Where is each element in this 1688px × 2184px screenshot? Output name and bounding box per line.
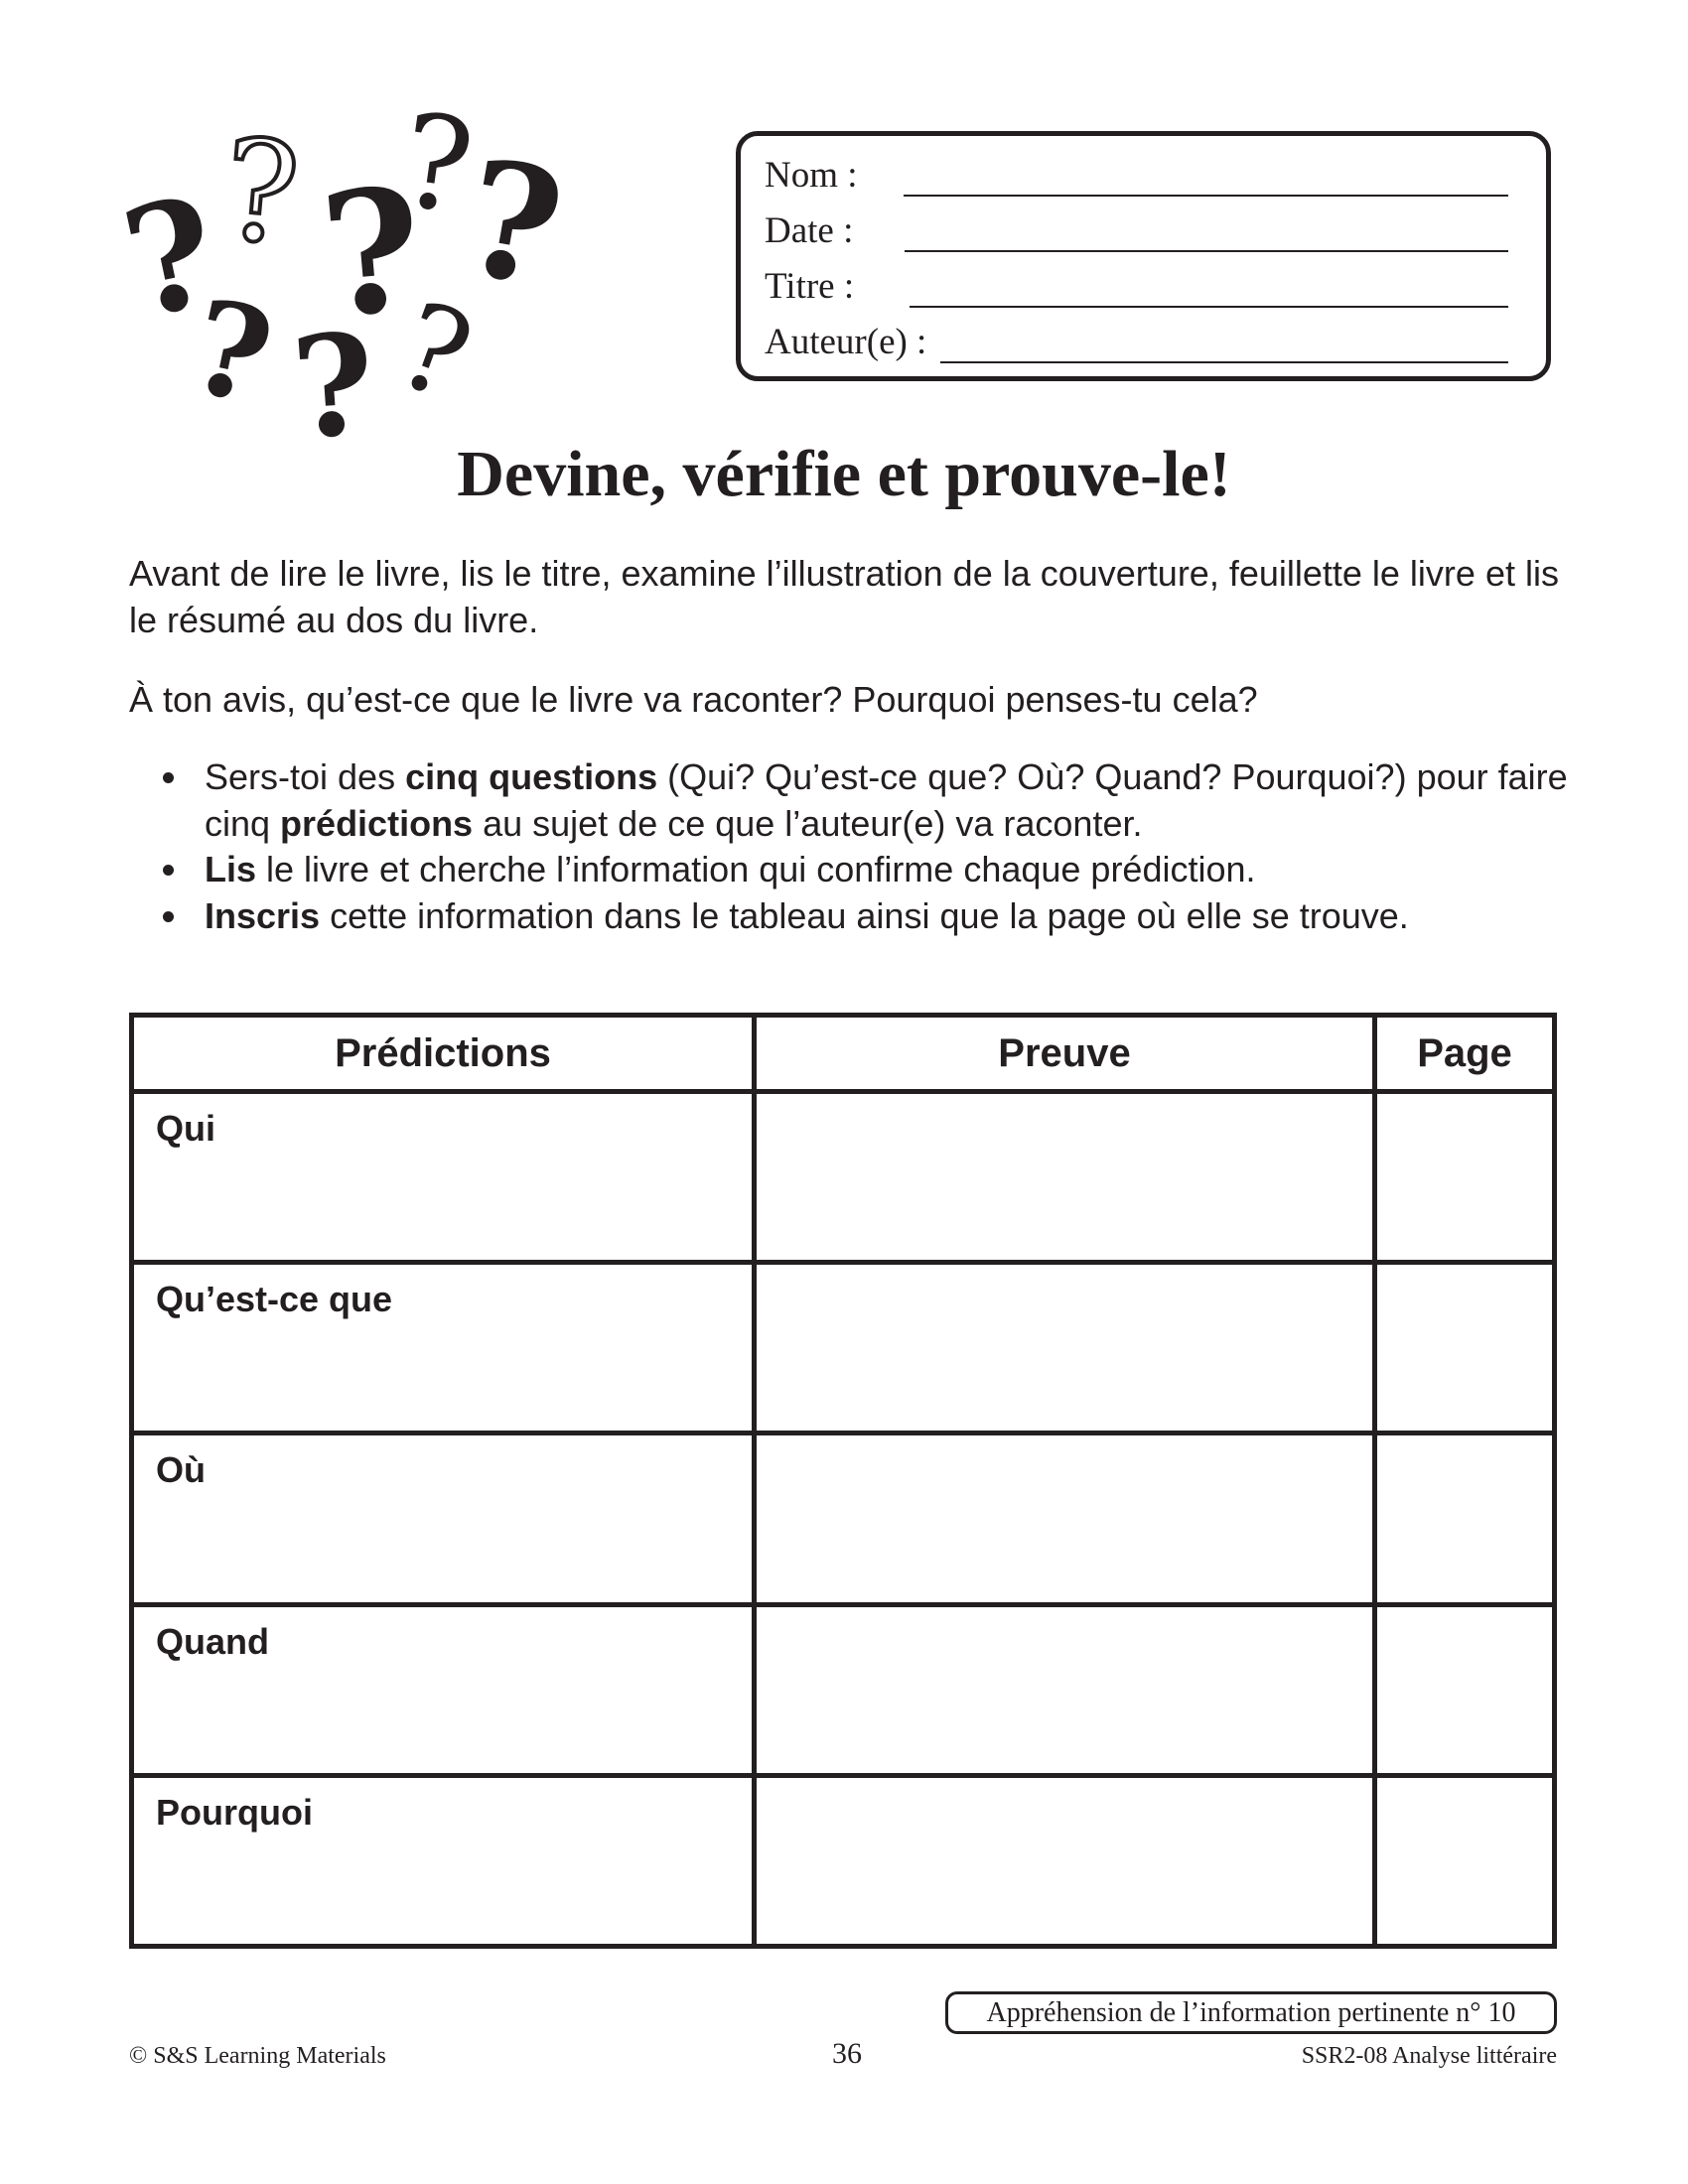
question-mark-icon: ? (179, 269, 285, 435)
text: (Qui? Qu’est-ce que? Où? Quand? Pourquoi?) pour faire cinq (205, 756, 1568, 844)
page-cell[interactable] (1375, 1263, 1555, 1433)
intro-paragraph: Avant de lire le livre, lis le titre, examine l’illustration de la couverture, feuillette le livre et lis le résumé au dos du livre. (129, 553, 1559, 640)
prediction-cell[interactable]: Où (132, 1433, 755, 1604)
prediction-cell[interactable]: Qu’est-ce que (132, 1263, 755, 1433)
text: Sers-toi des (205, 756, 406, 797)
question-mark-icon: ? (451, 123, 576, 324)
table-row (132, 1433, 1555, 1604)
author-label: Auteur(e) : (765, 322, 927, 362)
text: cette information dans le tableau ainsi que la page où elle se trouve. (320, 894, 1409, 936)
page-cell[interactable] (1375, 1775, 1555, 1946)
question-mark-icon: ? (391, 83, 482, 244)
table-row (132, 1775, 1555, 1946)
table-row (132, 1263, 1555, 1433)
header-predictions: Prédictions (132, 1016, 755, 1092)
prediction-cell[interactable]: Qui (132, 1092, 755, 1263)
emphasis: cinq questions (405, 756, 658, 797)
question-mark-icon: ? (216, 109, 306, 277)
list-item (205, 754, 1634, 847)
emphasis: Lis (205, 849, 257, 889)
page-number: 36 (832, 2037, 862, 2070)
emphasis: Inscris (205, 894, 321, 936)
proof-cell[interactable] (755, 1775, 1375, 1946)
page-title: Devine, vérifie et prouve-le! (457, 438, 1231, 510)
text: le livre et cherche l’information qui confirme chaque prédiction. (256, 849, 1256, 889)
instructions-list (129, 754, 1634, 939)
list-item (205, 847, 1634, 893)
copyright: © S&S Learning Materials (129, 2043, 386, 2069)
book-code: SSR2-08 Analyse littéraire (1301, 2043, 1557, 2069)
predictions-table (129, 1013, 1557, 1949)
student-info-box (736, 131, 1551, 381)
name-label: Nom : (765, 155, 858, 196)
text: au sujet de ce que l’auteur(e) va raconter. (473, 802, 1143, 844)
proof-cell[interactable] (755, 1092, 1375, 1263)
table-row (132, 1604, 1555, 1775)
page-cell[interactable] (1375, 1092, 1555, 1263)
activity-label: Appréhension de l’information pertinente n° 10 (945, 1991, 1557, 2034)
prediction-cell[interactable]: Pourquoi (132, 1775, 755, 1946)
table-header-row (132, 1016, 1555, 1092)
table-row (132, 1092, 1555, 1263)
title-field[interactable] (910, 276, 1508, 308)
question-mark-icon: ? (109, 163, 232, 353)
list-item (205, 893, 1634, 940)
question-mark-icon: ? (287, 303, 380, 472)
header-page: Page (1375, 1016, 1555, 1092)
title-label: Titre : (765, 266, 855, 307)
proof-cell[interactable] (755, 1263, 1375, 1433)
header-proof: Preuve (755, 1016, 1375, 1092)
emphasis: prédictions (280, 802, 474, 844)
page-cell[interactable] (1375, 1433, 1555, 1604)
prediction-cell[interactable]: Quand (132, 1604, 755, 1775)
name-field[interactable] (904, 165, 1508, 197)
page-cell[interactable] (1375, 1604, 1555, 1775)
proof-cell[interactable] (755, 1433, 1375, 1604)
date-label: Date : (765, 210, 854, 251)
question-paragraph: À ton avis, qu’est-ce que le livre va raconter? Pourquoi penses-tu cela? (129, 679, 1258, 720)
date-field[interactable] (905, 220, 1508, 252)
question-mark-icon: ? (380, 276, 489, 428)
question-mark-icon: ? (314, 150, 431, 356)
author-field[interactable] (940, 332, 1508, 363)
proof-cell[interactable] (755, 1604, 1375, 1775)
